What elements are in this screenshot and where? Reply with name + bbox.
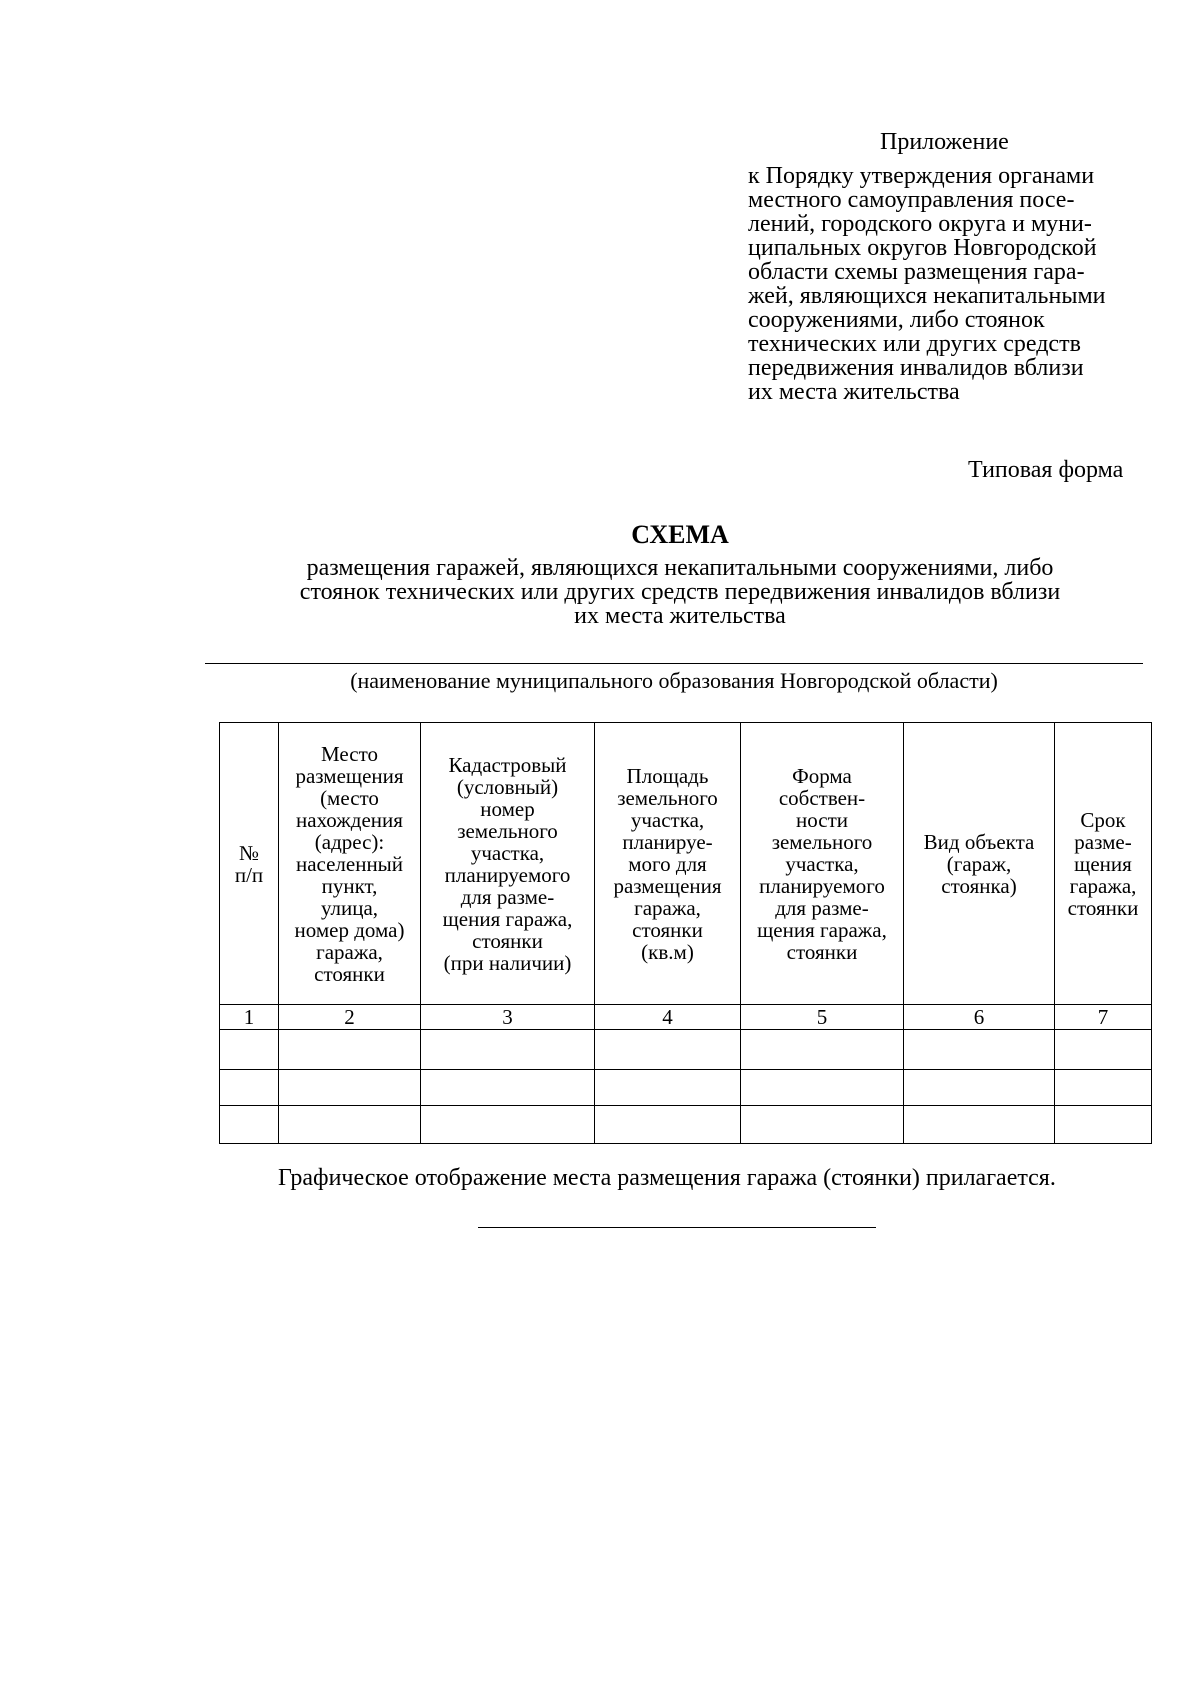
table-row xyxy=(220,1070,1152,1106)
column-number: 6 xyxy=(904,1005,1055,1030)
column-number: 4 xyxy=(595,1005,741,1030)
appendix-title: Приложение xyxy=(880,129,1009,155)
table-cell xyxy=(220,1070,279,1106)
appendix-reference-text: к Порядку утверждения органами местного самоуправления посе- лений, городского округа и муни- ципальных округов Новгородской области схемы размещения гара- жей, являющихся некапитальными сооружениями, либо стоянок технических или других средств передвижения инвалидов вблизи их места жительства xyxy=(748,163,1106,405)
municipality-caption: (наименование муниципального образования Новгородской области) xyxy=(350,668,998,693)
column-number: 2 xyxy=(279,1005,421,1030)
schema-table xyxy=(219,722,1152,1144)
column-number-row xyxy=(220,1005,1152,1030)
table-cell xyxy=(1055,1030,1152,1070)
table-row xyxy=(220,1106,1152,1144)
table-cell xyxy=(595,1030,741,1070)
document-subtitle: размещения гаражей, являющихся некапитальными сооружениями, либо стоянок технических или других средств передвижения инвалидов вблизи их места жительства xyxy=(299,555,1061,629)
column-number: 1 xyxy=(220,1005,279,1030)
table-cell xyxy=(741,1106,904,1144)
table-cell xyxy=(220,1106,279,1144)
table-cell xyxy=(421,1070,595,1106)
document-title: СХЕМА xyxy=(631,520,729,549)
table-cell xyxy=(904,1070,1055,1106)
column-number: 5 xyxy=(741,1005,904,1030)
column-number: 7 xyxy=(1055,1005,1152,1030)
table-cell xyxy=(904,1030,1055,1070)
table-cell xyxy=(741,1030,904,1070)
table-row xyxy=(220,1030,1152,1070)
table-cell xyxy=(279,1106,421,1144)
form-type-label: Типовая форма xyxy=(968,457,1124,483)
table-header-row xyxy=(220,723,1152,1005)
table-cell xyxy=(595,1106,741,1144)
column-header-object-type: Вид объекта (гараж, стоянка) xyxy=(904,723,1055,1005)
table-cell xyxy=(904,1106,1055,1144)
table-cell xyxy=(1055,1070,1152,1106)
footer-note: Графическое отображение места размещения гаража (стоянки) прилагается. xyxy=(278,1165,1056,1191)
column-header-ownership-form: Форма собствен- ности земельного участка, планируемого для разме- щения гаража, стоянки xyxy=(741,723,904,1005)
table-cell xyxy=(279,1030,421,1070)
column-number: 3 xyxy=(421,1005,595,1030)
table-cell xyxy=(220,1030,279,1070)
column-header-location: Место размещения (место нахождения (адрес): населенный пункт, улица, номер дома) гаража, стоянки xyxy=(279,723,421,1005)
column-header-cadastral-number: Кадастровый (условный) номер земельного участка, планируемого для разме- щения гаража, стоянки (при наличии) xyxy=(421,723,595,1005)
table-cell xyxy=(595,1070,741,1106)
table-cell xyxy=(421,1030,595,1070)
closing-divider-line xyxy=(478,1227,876,1228)
table-cell xyxy=(279,1070,421,1106)
table-cell xyxy=(1055,1106,1152,1144)
column-header-number: № п/п xyxy=(220,723,279,1005)
column-header-area: Площадь земельного участка, планируе- мого для размещения гаража, стоянки (кв.м) xyxy=(595,723,741,1005)
table-cell xyxy=(421,1106,595,1144)
table-cell xyxy=(741,1070,904,1106)
column-header-placement-term: Срок разме- щения гаража, стоянки xyxy=(1055,723,1152,1005)
municipality-fill-line xyxy=(205,663,1143,664)
